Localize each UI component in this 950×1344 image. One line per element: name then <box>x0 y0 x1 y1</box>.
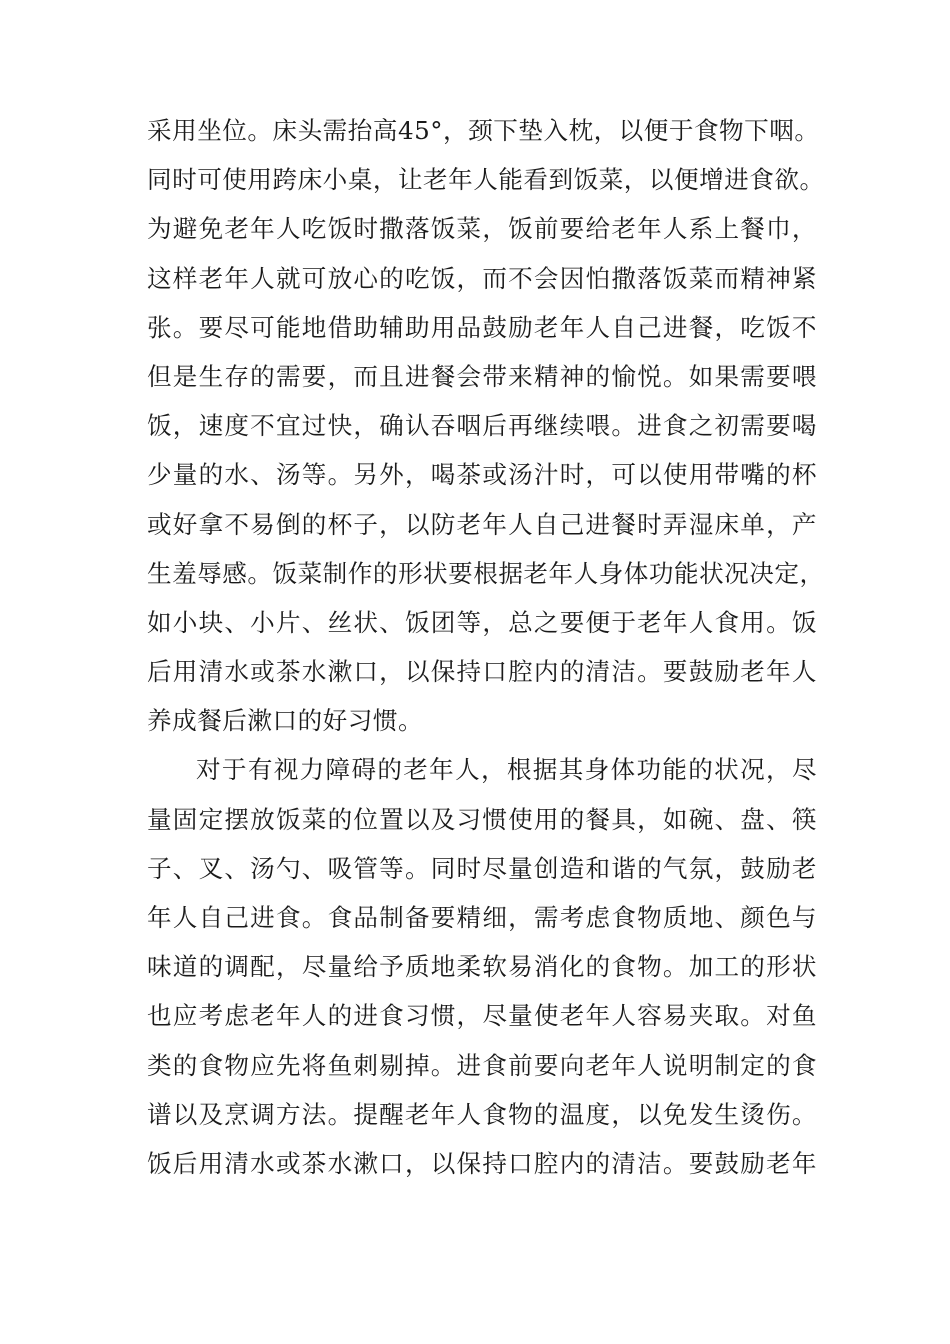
text-line: 采用坐位。床头需抬高45°，颈下垫入枕，以便于食物下咽。 <box>147 116 820 145</box>
text-line: 这样老年人就可放心的吃饭，而不会因怕撒落饭菜而精神紧 <box>147 263 817 293</box>
text-line: 味道的调配，尽量给予质地柔软易消化的食物。加工的形状 <box>147 952 817 982</box>
text-line: 饭后用清水或茶水漱口，以保持口腔内的清洁。要鼓励老年 <box>147 1148 817 1178</box>
body-text <box>147 106 825 1188</box>
text-line: 也应考虑老年人的进食习惯，尽量使老年人容易夹取。对鱼 <box>147 1001 817 1031</box>
text-line: 但是生存的需要，而且进餐会带来精神的愉悦。如果需要喂 <box>147 361 817 391</box>
text-line: 养成餐后漱口的好习惯。 <box>147 706 424 736</box>
text-line: 同时可使用跨床小桌，让老年人能看到饭菜，以便增进食欲。 <box>147 165 825 195</box>
text-line: 生羞辱感。饭菜制作的形状要根据老年人身体功能状况决定， <box>147 558 825 588</box>
text-line: 饭，速度不宜过快，确认吞咽后再继续喂。进食之初需要喝 <box>147 411 817 441</box>
text-line: 为避免老年人吃饭时撒落饭菜，饭前要给老年人系上餐巾， <box>147 214 817 244</box>
paragraph-1 <box>147 106 825 745</box>
paragraph-2 <box>147 745 817 1188</box>
text-line: 年人自己进食。食品制备要精细，需考虑食物质地、颜色与 <box>147 903 817 932</box>
text-line: 后用清水或茶水漱口，以保持口腔内的清洁。要鼓励老年人 <box>147 657 817 687</box>
text-line: 或好拿不易倒的杯子，以防老年人自己进餐时弄湿床单，产 <box>147 509 817 539</box>
text-line: 对于有视力障碍的老年人，根据其身体功能的状况，尽 <box>196 755 817 785</box>
text-line: 少量的水、汤等。另外，喝茶或汤汁时，可以使用带嘴的杯 <box>147 460 817 490</box>
text-line: 张。要尽可能地借助辅助用品鼓励老年人自己进餐，吃饭不 <box>147 312 817 342</box>
text-line: 类的食物应先将鱼刺剔掉。进食前要向老年人说明制定的食 <box>147 1050 817 1080</box>
text-line: 谱以及烹调方法。提醒老年人食物的温度，以免发生烫伤。 <box>147 1099 817 1129</box>
text-line: 量固定摆放饭菜的位置以及习惯使用的餐具，如碗、盘、筷 <box>147 804 817 834</box>
text-line: 子、叉、汤勺、吸管等。同时尽量创造和谐的气氛，鼓励老 <box>147 853 817 883</box>
text-line: 如小块、小片、丝状、饭团等，总之要便于老年人食用。饭 <box>147 607 817 637</box>
